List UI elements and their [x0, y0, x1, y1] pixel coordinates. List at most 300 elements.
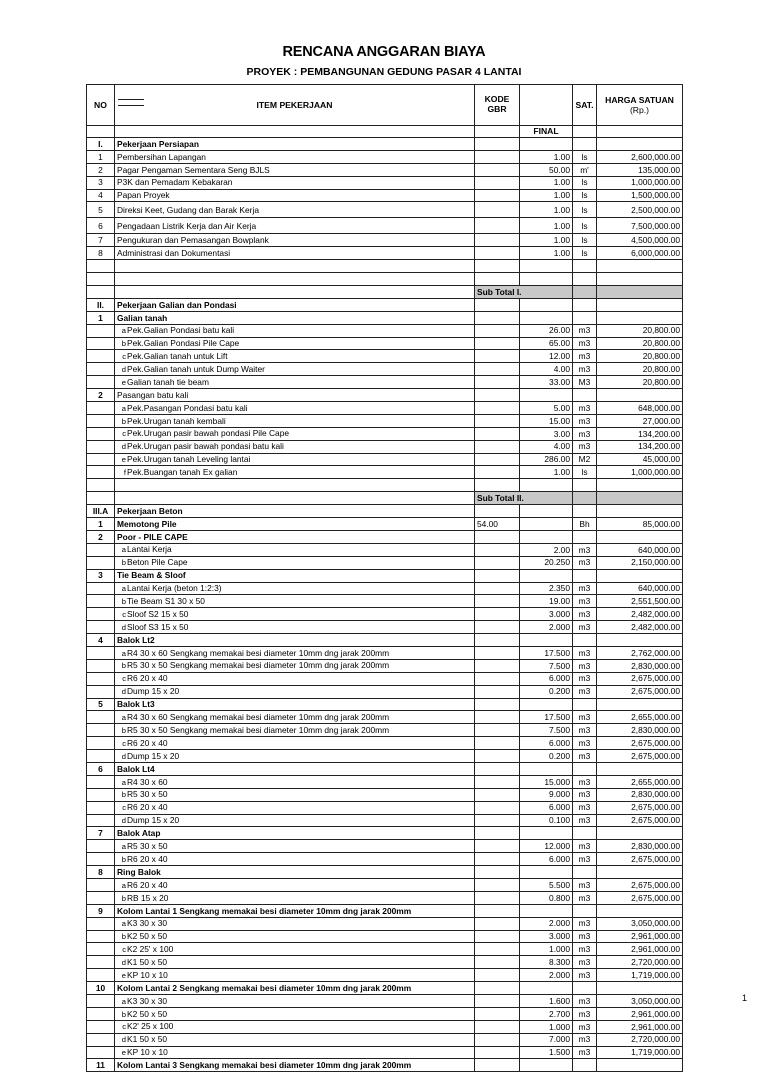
cell-sat: [573, 569, 597, 582]
cell-no: [87, 440, 115, 453]
cell-harga: [597, 982, 683, 995]
subtotal-value: [597, 492, 683, 505]
cell-volume: 50.00: [520, 163, 573, 176]
cell-sat: m3: [573, 324, 597, 337]
cell-harga: 2,961,000.00: [597, 1007, 683, 1020]
cell-volume: 2.000: [520, 621, 573, 634]
cell-harga: 2,600,000.00: [597, 150, 683, 163]
cell-item: [115, 827, 475, 840]
item-label: R4 30 x 60: [127, 776, 168, 787]
section-row: [87, 827, 683, 840]
cell-sat: [573, 311, 597, 324]
item-label: Poor - PILE CAPE: [117, 531, 188, 542]
cell-volume: [520, 1059, 573, 1072]
item-letter: d: [121, 622, 126, 632]
cell-no: [87, 685, 115, 698]
cell-item: [115, 363, 475, 376]
cell-sat: m3: [573, 788, 597, 801]
subtotal-label: Sub Total I.: [475, 286, 573, 299]
item-label: R6 20 x 40: [127, 673, 168, 684]
item-label: Balok Lt4: [117, 763, 155, 774]
cell-volume: [520, 260, 573, 273]
item-letter: a: [121, 326, 126, 336]
item-label: K2 25' x 100: [127, 944, 174, 955]
item-letter: c: [122, 945, 126, 955]
cell-sat: Bh: [573, 518, 597, 531]
cell-volume: 2.000: [520, 969, 573, 982]
cell-no: [87, 376, 115, 389]
cell-volume: [520, 904, 573, 917]
table-row: [87, 376, 683, 389]
cell-sat: m3: [573, 402, 597, 415]
cell-harga: 134,200.00: [597, 440, 683, 453]
item-label: Papan Proyek: [117, 190, 170, 201]
cell-item: [115, 969, 475, 982]
cell-kode: [475, 376, 520, 389]
table-row: [87, 711, 683, 724]
cell-item: [115, 775, 475, 788]
cell-item: [115, 904, 475, 917]
cell-item: [115, 479, 475, 492]
cell-harga: 4,500,000.00: [597, 234, 683, 247]
cell-no: [87, 556, 115, 569]
cell-kode: [475, 750, 520, 763]
cell-item: [115, 1007, 475, 1020]
cell-kode: [475, 218, 520, 234]
item-label: Pasangan batu kali: [117, 389, 189, 400]
col-rp-label: (Rp.): [629, 105, 650, 115]
cell-sat: m3: [573, 891, 597, 904]
cell-sat: m3: [573, 414, 597, 427]
cell-item: [115, 621, 475, 634]
cell-volume: 2.00: [520, 543, 573, 556]
cell-harga: [597, 505, 683, 518]
cell-volume: 2.000: [520, 917, 573, 930]
cell-harga: [597, 1059, 683, 1072]
cell-volume: [520, 273, 573, 286]
table-row: [87, 672, 683, 685]
table-row: [87, 995, 683, 1008]
item-letter: b: [121, 893, 126, 903]
cell-no: II.: [87, 298, 115, 311]
section-row: [87, 298, 683, 311]
cell-harga: 648,000.00: [597, 402, 683, 415]
cell-volume: 33.00: [520, 376, 573, 389]
cell-no: [87, 595, 115, 608]
cell-item: [115, 453, 475, 466]
item-label: Balok Atap: [117, 828, 161, 839]
item-letter: a: [121, 777, 126, 787]
cell-no: [87, 414, 115, 427]
item-label: Lantai Kerja (beton 1:2:3): [127, 583, 222, 594]
table-row: [87, 943, 683, 956]
cell-harga: 45,000.00: [597, 453, 683, 466]
cell-no: 10: [87, 982, 115, 995]
cell-no: [87, 286, 115, 299]
table-row: [87, 1020, 683, 1033]
cell-harga: 20,800.00: [597, 350, 683, 363]
cell-item: [115, 1033, 475, 1046]
cell-kode: [475, 930, 520, 943]
item-letter: a: [121, 545, 126, 555]
cell-item: [115, 556, 475, 569]
cell-kode: [475, 801, 520, 814]
cell-sat: [573, 286, 597, 299]
cell-sat: ls: [573, 466, 597, 479]
cell-item: [115, 163, 475, 176]
section-row: [87, 1059, 683, 1072]
cell-harga: 2,500,000.00: [597, 202, 683, 218]
table-row: [87, 853, 683, 866]
table-row: [87, 189, 683, 202]
item-label: Pekerjaan Beton: [117, 505, 183, 516]
cell-sat: m3: [573, 685, 597, 698]
table-row: [87, 582, 683, 595]
cell-kode: [475, 569, 520, 582]
table-row: [87, 775, 683, 788]
item-letter: a: [121, 648, 126, 658]
cell-item: [115, 569, 475, 582]
item-label: Pek.Urugan pasir bawah pondasi Pile Cape: [127, 428, 290, 439]
cell-sat: [573, 260, 597, 273]
cell-item: [115, 350, 475, 363]
cell-no: [87, 543, 115, 556]
section-row: [87, 866, 683, 879]
cell-kode: [475, 234, 520, 247]
cell-sat: m3: [573, 543, 597, 556]
cell-volume: 1.00: [520, 176, 573, 189]
item-letter: b: [121, 661, 126, 671]
item-label: Pembersihan Lapangan: [117, 151, 206, 162]
item-letter: b: [121, 725, 126, 735]
cell-item: [115, 840, 475, 853]
col-item-header: [115, 85, 475, 126]
cell-kode: [475, 389, 520, 402]
item-label: Kolom Lantai 1 Sengkang memakai besi diameter 10mm dng jarak 200mm: [117, 905, 412, 916]
cell-volume: 2.350: [520, 582, 573, 595]
cell-volume: 1.00: [520, 202, 573, 218]
table-row: [87, 402, 683, 415]
cell-kode: [475, 1033, 520, 1046]
cell-kode: [475, 724, 520, 737]
cell-item: [115, 943, 475, 956]
cell-item: [115, 917, 475, 930]
table-row: [87, 788, 683, 801]
item-label: Pekerjaan Galian dan Pondasi: [117, 299, 237, 310]
cell-item: [115, 788, 475, 801]
item-letter: b: [121, 416, 126, 426]
cell-volume: 20.250: [520, 556, 573, 569]
cell-volume: 17.500: [520, 646, 573, 659]
cell-sat: m': [573, 163, 597, 176]
col-harga-header: [597, 85, 683, 126]
cell-volume: 17.500: [520, 711, 573, 724]
cell-sat: m3: [573, 801, 597, 814]
cell-no: [87, 801, 115, 814]
cell-volume: 8.300: [520, 956, 573, 969]
cell-volume: 286.00: [520, 453, 573, 466]
item-label: R5 30 x 50: [127, 789, 168, 800]
item-label: R6 20 x 40: [127, 853, 168, 864]
page-number: 1: [741, 993, 747, 1003]
cell-volume: [520, 479, 573, 492]
cell-harga: 2,482,000.00: [597, 608, 683, 621]
cell-harga: 3,050,000.00: [597, 917, 683, 930]
cell-kode: [475, 827, 520, 840]
table-row: [87, 737, 683, 750]
section-row: [87, 530, 683, 543]
section-row: [87, 982, 683, 995]
cell-sat: m3: [573, 775, 597, 788]
cell-harga: 1,719,000.00: [597, 969, 683, 982]
cell-volume: 1.00: [520, 234, 573, 247]
item-label: Pagar Pengaman Sementara Seng BJLS: [117, 164, 270, 175]
table-row: [87, 466, 683, 479]
cell-volume: 3.00: [520, 427, 573, 440]
cell-harga: [597, 904, 683, 917]
table-row: [87, 350, 683, 363]
cell-sat: m3: [573, 930, 597, 943]
cell-harga: 2,961,000.00: [597, 1020, 683, 1033]
cell-no: 3: [87, 176, 115, 189]
cell-harga: 85,000.00: [597, 518, 683, 531]
cell-sat: [573, 866, 597, 879]
item-label: R5 30 x 50 Sengkang memakai besi diameter 10mm dng jarak 200mm: [127, 660, 390, 671]
item-label: R6 20 x 40: [127, 879, 168, 890]
cell-harga: 20,800.00: [597, 376, 683, 389]
cell-no: 6: [87, 762, 115, 775]
cell-kode: [475, 840, 520, 853]
item-label: Pengukuran dan Pemasangan Bowplank: [117, 235, 269, 246]
cell-sat: m3: [573, 350, 597, 363]
item-label: Ring Balok: [117, 866, 161, 877]
cell-harga: 2,675,000.00: [597, 878, 683, 891]
cell-sat: [573, 273, 597, 286]
cell-item: [115, 659, 475, 672]
cell-item: [115, 414, 475, 427]
cell-volume: [520, 827, 573, 840]
cell-no: [87, 840, 115, 853]
cell-harga: 2,675,000.00: [597, 814, 683, 827]
cell-kode: [475, 1020, 520, 1033]
cell-volume: 7.000: [520, 1033, 573, 1046]
item-label: Pek.Urugan tanah kembali: [127, 415, 226, 426]
cell-harga: 1,000,000.00: [597, 466, 683, 479]
item-label: Pekerjaan Persiapan: [117, 138, 199, 149]
table-row: [87, 840, 683, 853]
table-row: [87, 247, 683, 260]
table-body: [87, 138, 683, 1072]
cell-item: [115, 138, 475, 151]
item-letter: a: [121, 841, 126, 851]
cell-sat: [573, 1059, 597, 1072]
cell-sat: [573, 138, 597, 151]
cell-kode: [475, 260, 520, 273]
cell-volume: 19.00: [520, 595, 573, 608]
item-label: K1 50 x 50: [127, 956, 168, 967]
cell-kode: [475, 982, 520, 995]
cell-sat: m3: [573, 853, 597, 866]
cell-no: [87, 956, 115, 969]
cell-no: [87, 273, 115, 286]
cell-sat: ls: [573, 150, 597, 163]
cell-volume: [520, 298, 573, 311]
cell-harga: [597, 479, 683, 492]
item-letter: a: [121, 713, 126, 723]
cell-volume: [520, 569, 573, 582]
cell-no: [87, 775, 115, 788]
section-row: [87, 311, 683, 324]
cell-no: 2: [87, 389, 115, 402]
cell-kode: [475, 788, 520, 801]
item-letter: e: [121, 970, 126, 980]
cell-item: [115, 608, 475, 621]
item-label: Kolom Lantai 3 Sengkang memakai besi diameter 10mm dng jarak 200mm: [117, 1060, 412, 1071]
cell-harga: 2,675,000.00: [597, 801, 683, 814]
cell-harga: [597, 273, 683, 286]
cell-harga: [597, 569, 683, 582]
cell-item: [115, 189, 475, 202]
item-letter: c: [122, 352, 126, 362]
final-row: [87, 126, 683, 138]
cell-item: [115, 505, 475, 518]
item-letter: d: [121, 442, 126, 452]
cell-volume: 15.000: [520, 775, 573, 788]
cell-harga: 2,675,000.00: [597, 891, 683, 904]
cell-kode: [475, 1046, 520, 1059]
table-row: [87, 646, 683, 659]
cell-item: [115, 389, 475, 402]
cell-volume: 1.000: [520, 1020, 573, 1033]
cell-item: [115, 247, 475, 260]
cell-sat: [573, 904, 597, 917]
item-letter: b: [121, 597, 126, 607]
cell-volume: 1.600: [520, 995, 573, 1008]
cell-harga: [597, 530, 683, 543]
cell-sat: m3: [573, 1020, 597, 1033]
document-title: RENCANA ANGGARAN BIAYA: [282, 44, 486, 60]
cell-item: [115, 685, 475, 698]
section-row: [87, 505, 683, 518]
cell-volume: 0.200: [520, 750, 573, 763]
cell-kode: [475, 672, 520, 685]
section-row: [87, 698, 683, 711]
cell-kode: [475, 202, 520, 218]
cell-harga: 2,551,500.00: [597, 595, 683, 608]
cell-kode: [475, 440, 520, 453]
cell-item: [115, 672, 475, 685]
cell-sat: m3: [573, 956, 597, 969]
table-row: [87, 234, 683, 247]
item-letter: b: [121, 339, 126, 349]
cell-sat: m3: [573, 427, 597, 440]
item-letter: a: [121, 880, 126, 890]
cell-sat: m3: [573, 969, 597, 982]
col-kode-label: KODE GBR: [484, 94, 510, 114]
cell-harga: 7,500,000.00: [597, 218, 683, 234]
cell-item: [115, 930, 475, 943]
cell-kode: [475, 505, 520, 518]
cell-no: 4: [87, 189, 115, 202]
item-label: KP 10 x 10: [127, 969, 168, 980]
cell-no: 8: [87, 866, 115, 879]
table-row: [87, 556, 683, 569]
item-label: KP 10 x 10: [127, 1047, 168, 1058]
item-letter: a: [121, 996, 126, 1006]
cell-item: [115, 427, 475, 440]
cell-sat: ls: [573, 218, 597, 234]
header-marks: [117, 94, 145, 106]
blank-row: [87, 260, 683, 273]
cell-sat: ls: [573, 234, 597, 247]
cell-item: [115, 698, 475, 711]
section-row: [87, 138, 683, 151]
col-sat-header: SAT.: [573, 85, 597, 126]
cell-item: [115, 260, 475, 273]
cell-sat: [573, 762, 597, 775]
cell-no: [87, 363, 115, 376]
table-row: [87, 440, 683, 453]
item-label: Memotong Pile: [117, 518, 177, 529]
table-row: [87, 659, 683, 672]
item-label: Sloof S3 15 x 50: [127, 621, 189, 632]
cell-sat: ls: [573, 247, 597, 260]
item-label: K2 50 x 50: [127, 931, 168, 942]
cell-kode: [475, 595, 520, 608]
cell-harga: 2,482,000.00: [597, 621, 683, 634]
cell-sat: m3: [573, 659, 597, 672]
cell-item: [115, 286, 475, 299]
cell-sat: m3: [573, 814, 597, 827]
cell-harga: 20,800.00: [597, 363, 683, 376]
item-label: Sloof S2 15 x 50: [127, 608, 189, 619]
item-letter: a: [121, 403, 126, 413]
table-row: [87, 917, 683, 930]
cell-sat: [573, 634, 597, 647]
cell-item: [115, 440, 475, 453]
cell-kode: [475, 138, 520, 151]
cell-harga: 1,500,000.00: [597, 189, 683, 202]
table-row: [87, 878, 683, 891]
cell-kode: [475, 853, 520, 866]
item-letter: f: [123, 468, 126, 478]
cell-kode: [475, 273, 520, 286]
cell-no: 1: [87, 311, 115, 324]
cost-estimate-table: [86, 84, 683, 1072]
cell-kode: [475, 337, 520, 350]
table-row: [87, 724, 683, 737]
item-label: Pengadaan Listrik Kerja dan Air Kerja: [117, 220, 257, 231]
cell-harga: 2,655,000.00: [597, 711, 683, 724]
cell-kode: [475, 582, 520, 595]
cell-volume: 6.000: [520, 853, 573, 866]
cell-kode: [475, 969, 520, 982]
cell-item: [115, 737, 475, 750]
item-letter: a: [121, 584, 126, 594]
table-row: [87, 1007, 683, 1020]
cell-kode: [475, 363, 520, 376]
cell-item: [115, 878, 475, 891]
table-row: [87, 363, 683, 376]
cell-kode: [475, 427, 520, 440]
cell-item: [115, 1059, 475, 1072]
cell-volume: 1.00: [520, 466, 573, 479]
cell-no: [87, 492, 115, 505]
cell-no: [87, 878, 115, 891]
cell-kode: [475, 904, 520, 917]
col-harga-label: HARGA SATUAN: [605, 94, 674, 105]
section-row: [87, 518, 683, 531]
